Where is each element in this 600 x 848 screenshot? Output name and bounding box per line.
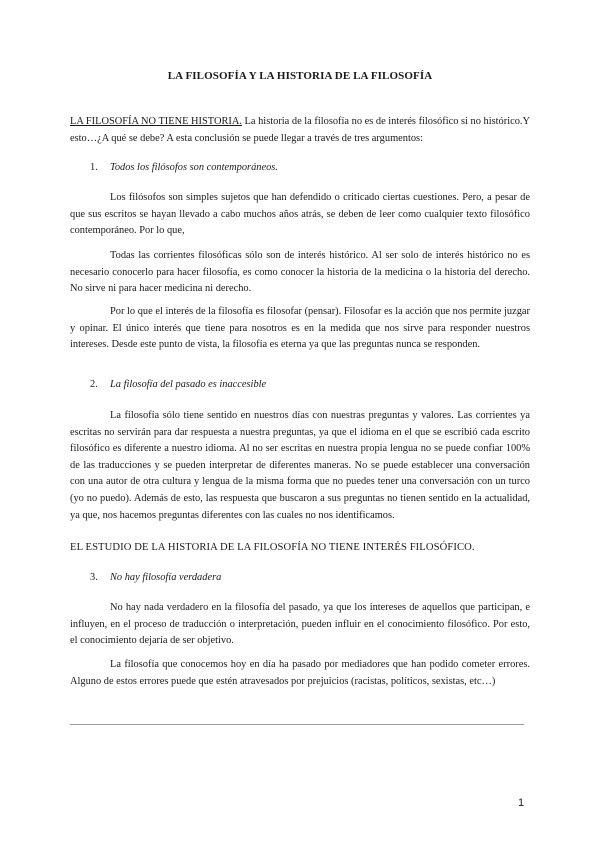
- item2-number: 2.: [90, 379, 98, 390]
- paragraph-4: La filosofía sólo tiene sentido en nuestros días con nuestras preguntas y valores. Las corrientes ya escritas no servirán para dar respuesta a nuestra preguntas, ya que el idioma en el que se escribió cada escrito filosófico es diferente a nuestro idioma. Al no ser escritas en nuestra propia lengua no se puede confiar 100% de las traducciones y se pueden interpretar de diferentes maneras. No se puede establecer una conversación con una autor de otra cultura y lengua de la misma forma que no puedes tener una conversación con un turco (yo no puedo). Además de esto, las respuesta que buscaron a sus preguntas no tienen sentido en la actualidad, ya que, nos hacemos preguntas diferentes con las cuales no nos identificamos.: [70, 410, 530, 521]
- footer-divider: [70, 724, 524, 725]
- paragraph-5: No hay nada verdadero en la filosofía del pasado, ya que los intereses de aquellos que participan, e influyen, en el proceso de traducción o interpretación, pueden influir en el conocimiento filosófico. Por esto, el conocimiento dejaría de ser objetivo.: [70, 602, 530, 647]
- section1-intro-text: La historia de la filosofía no es de interés filosófico si no histórico.Y esto…¿A qué se debe? A esta conclusión se puede llegar a través de tres argumentos:: [70, 116, 530, 144]
- section1-intro: [70, 114, 530, 147]
- paragraph-3: Por lo que el interés de la filosofía es filosofar (pensar). Filosofar es la acción que nos permite juzgar y opinar. El único interés que tiene para nosotros es en la medida que nos sirve para responder nuestros intereses. Desde este punto de vista, la filosofía es eterna ya que las preguntas nunca se responden.: [70, 306, 530, 351]
- item3-label: No hay filosofía verdadera: [110, 572, 222, 583]
- paragraph-6: La filosofía que conocemos hoy en día ha pasado por mediadores que han podido cometer errores. Alguno de estos errores puede que estén atravesados por prejuicios (racistas, políticos, sexistas, etc…): [70, 659, 530, 687]
- item2-label: La filosofía del pasado es inaccesible: [110, 379, 267, 390]
- page-number: 1: [518, 797, 525, 809]
- section2-heading: EL ESTUDIO DE LA HISTORIA DE LA FILOSOFÍA NO TIENE INTERÉS FILOSÓFICO.: [70, 542, 475, 553]
- item3-number: 3.: [90, 572, 98, 583]
- paragraph-2: Todas las corrientes filosóficas sólo son de interés histórico. Al ser solo de interés histórico no es necesario conocerlo para hacer filosofía, es como conocer la historia de la medicina o la historia del derecho. No sirve ni para hacer medicina ni derecho.: [70, 250, 530, 295]
- paragraph-1: Los filósofos son simples sujetos que han defendido o criticado ciertas cuestiones. Pero, a pesar de que sus escritos se hayan llevado a cabo muchos años atrás, se deben de leer como cualquier texto filosófico contemporáneo. Por lo que,: [70, 192, 530, 237]
- item1-label: Todos los filósofos son contemporáneos.: [110, 162, 278, 173]
- document-title: LA FILOSOFÍA Y LA HISTORIA DE LA FILOSOFÍA: [167, 70, 433, 82]
- item1-number: 1.: [90, 162, 98, 173]
- section1-heading: LA FILOSOFÍA NO TIENE HISTORIA.: [70, 116, 242, 127]
